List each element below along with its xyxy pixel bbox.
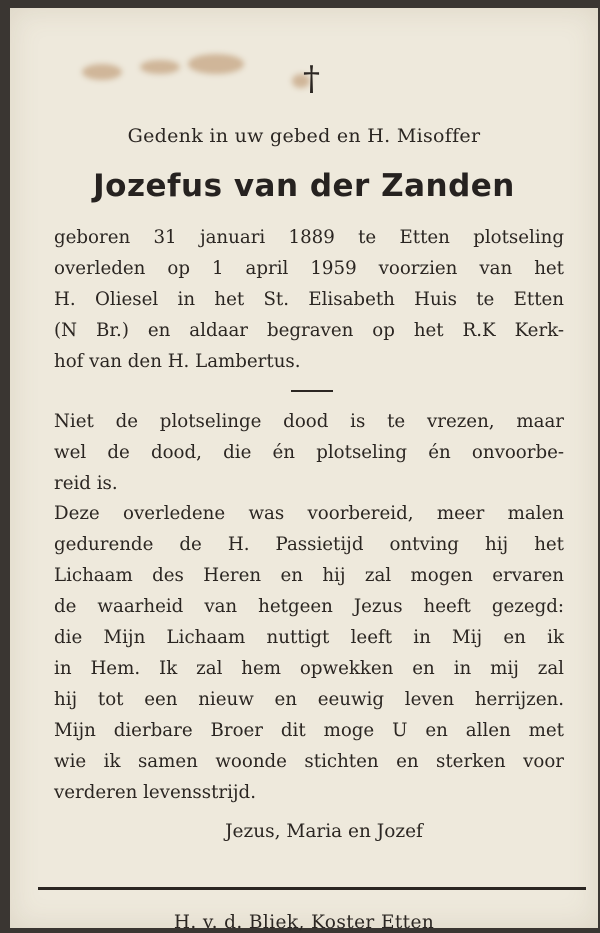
reflection-line: gedurende de H. Passietijd ontving hij het xyxy=(54,534,564,555)
reflection-line: wie ik samen woonde stichten en sterken voor xyxy=(54,751,564,772)
reflection-line: die Mijn Lichaam nuttigt leeft in Mij en ik xyxy=(54,627,564,648)
stain-mark xyxy=(188,54,244,74)
reflection-line: Lichaam des Heren en hij zal mogen ervaren xyxy=(54,565,564,586)
closing-invocation: Jezus, Maria en Jozef xyxy=(225,821,423,842)
quote-line: wel de dood, die én plotseling én onvoorbe- xyxy=(54,442,564,463)
biography-line: overleden op 1 april 1959 voorzien van het xyxy=(54,258,564,279)
deceased-name: Jozefus van der Zanden xyxy=(93,168,515,204)
reflection-line: in Hem. Ik zal hem opwekken en in mij zal xyxy=(54,658,564,679)
printer-credit: H. v. d. Bliek, Koster Etten xyxy=(173,912,435,933)
intro-line: Gedenk in uw gebed en H. Misoffer xyxy=(127,125,481,147)
quote-paragraph xyxy=(54,406,564,499)
reflection-line: Mijn dierbare Broer dit moge U en allen met xyxy=(54,720,564,741)
stain-mark xyxy=(82,64,122,80)
reflection-line: de waarheid van hetgeen Jezus heeft gezegd: xyxy=(54,596,564,617)
quote-line: reid is. xyxy=(54,473,118,494)
biography-paragraph xyxy=(54,222,564,377)
memorial-card xyxy=(10,8,598,933)
biography-line: geboren 31 januari 1889 te Etten plotseling xyxy=(54,227,564,248)
reflection-line: Deze overledene was voorbereid, meer malen xyxy=(54,503,564,524)
bottom-divider xyxy=(38,887,586,890)
reflection-line: verderen levensstrijd. xyxy=(54,782,256,803)
cross-icon: † xyxy=(303,59,320,99)
biography-line: hof van den H. Lambertus. xyxy=(54,351,301,372)
stain-mark xyxy=(140,60,180,74)
reflection-line: hij tot een nieuw en eeuwig leven herrijzen. xyxy=(54,689,564,710)
biography-line: H. Oliesel in het St. Elisabeth Huis te Etten xyxy=(54,289,564,310)
reflection-paragraph xyxy=(54,498,564,808)
biography-line: (N Br.) en aldaar begraven op het R.K Kerk- xyxy=(54,320,564,341)
divider xyxy=(291,390,333,392)
quote-line: Niet de plotselinge dood is te vrezen, maar xyxy=(54,411,564,432)
